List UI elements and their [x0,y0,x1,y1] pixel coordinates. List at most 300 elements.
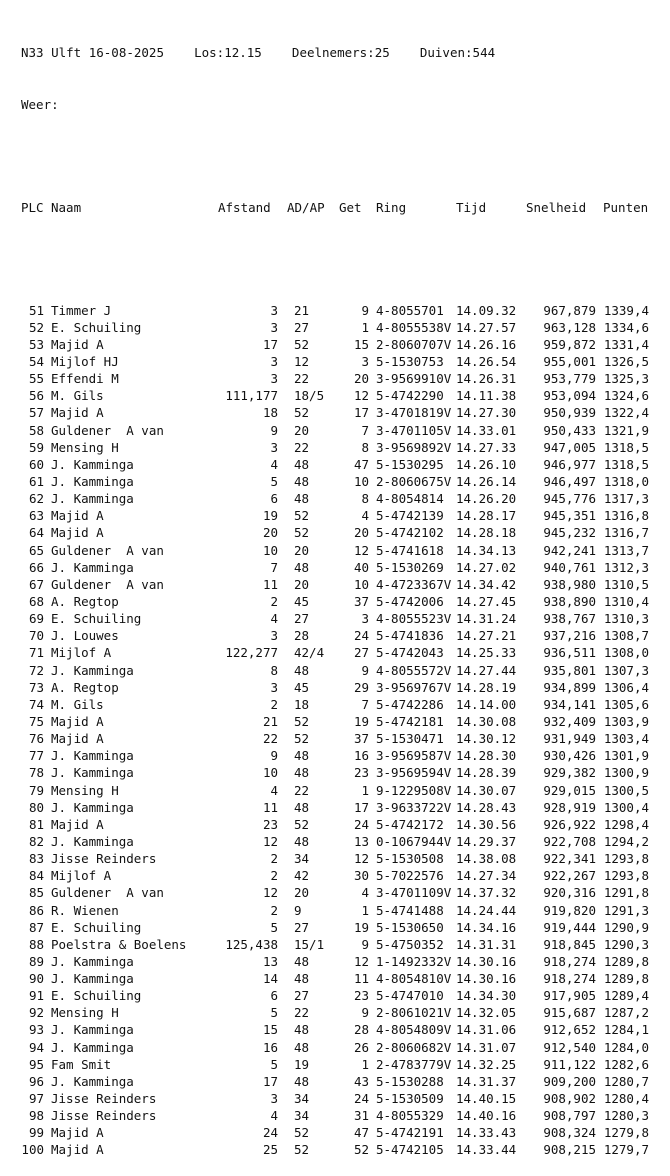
cell-snelheid: 945,776 [543,491,596,507]
cell-naam: R. Wienen [51,902,119,918]
cell-snelheid: 922,267 [543,868,596,884]
cell-snelheid: 912,652 [543,1022,596,1038]
cell-punten: 1293,8 [603,851,649,867]
cell-plc: 91 [28,988,44,1004]
cell-ring: 3-9569910V [376,371,452,387]
cell-naam: Majid A [51,1142,104,1158]
cell-afstand: 3 [270,354,278,369]
cell-naam: J. Kamminga [51,953,134,969]
cell-get: 37 [353,731,369,747]
cell-snelheid: 946,497 [543,473,596,489]
cell-adap: 52 [294,1125,310,1141]
cell-ring: 5-4742043 [376,645,444,661]
cell-adap: 12 [294,354,310,369]
cell-plc: 71 [28,645,44,661]
cell-plc: 98 [28,1108,44,1124]
table-row [21,302,656,319]
cell-afstand: 5 [270,473,278,489]
cell-plc: 95 [28,1056,44,1072]
cell-get: 12 [353,851,369,867]
cell-snelheid: 919,444 [543,919,596,935]
cell-ring: 5-4742172 [376,816,444,832]
cell-afstand: 24 [262,1125,278,1141]
cell-get: 40 [353,559,369,575]
cell-snelheid: 945,351 [543,508,596,524]
cell-afstand: 2 [270,593,278,609]
cell-snelheid: 947,005 [543,439,596,455]
table-row [21,1124,656,1141]
cell-afstand: 8 [270,662,278,678]
cell-get: 24 [353,816,369,832]
cell-afstand: 14 [262,971,278,987]
cell-punten: 1305,6 [603,696,649,712]
table-row [21,319,656,336]
cell-tijd: 14.25.33 [456,645,517,661]
cell-plc: 82 [28,833,44,849]
cell-punten: 1280,4 [603,1091,649,1107]
cell-ring: 3-4701105V [376,422,452,438]
cell-naam: Majid A [51,405,104,421]
cell-afstand: 6 [270,988,278,1004]
col-get: Get [339,199,362,215]
cell-tijd: 14.30.08 [456,713,517,729]
cell-tijd: 14.28.39 [456,765,517,781]
cell-get: 11 [353,971,369,987]
table-row [21,1039,656,1056]
cell-afstand: 2 [270,868,278,884]
cell-get: 13 [353,833,369,849]
cell-ring: 3-9569892V [376,439,452,455]
cell-ring: 4-8054810V [376,971,452,987]
cell-naam: J. Kamminga [51,1039,134,1055]
cell-adap: 22 [294,439,310,455]
cell-adap: 27 [294,988,310,1004]
cell-plc: 86 [28,902,44,918]
cell-naam: E. Schuiling [51,319,142,335]
cell-get: 31 [353,1108,369,1124]
cell-plc: 90 [28,971,44,987]
cell-punten: 1308,7 [603,628,649,644]
cell-ring: 5-4741618 [376,542,444,558]
cell-snelheid: 963,128 [543,319,596,335]
cell-afstand: 2 [270,902,278,918]
cell-afstand: 122,277 [225,645,278,661]
cell-get: 28 [353,1022,369,1038]
cell-get: 10 [353,473,369,489]
cell-afstand: 3 [270,371,278,387]
cell-tijd: 14.26.14 [456,473,517,489]
table-row [21,387,656,404]
cell-get: 9 [361,936,369,952]
cell-adap: 20 [294,422,310,438]
cell-get: 9 [361,302,369,318]
cell-afstand: 20 [262,525,278,541]
cell-snelheid: 915,687 [543,1005,596,1021]
cell-afstand: 9 [270,422,278,438]
cell-naam: Majid A [51,713,104,729]
cell-snelheid: 959,872 [543,336,596,352]
cell-tijd: 14.26.54 [456,354,517,369]
cell-punten: 1280,3 [603,1108,649,1124]
cell-snelheid: 930,426 [543,748,596,764]
cell-punten: 1290,3 [603,936,649,952]
cell-naam: Majid A [51,1125,104,1141]
cell-naam: Jisse Reinders [51,1091,157,1107]
cell-punten: 1308,0 [603,645,649,661]
cell-ring: 5-4742139 [376,508,444,524]
cell-ring: 2-8060707V [376,336,452,352]
cell-naam: J. Kamminga [51,748,134,764]
cell-adap: 48 [294,833,310,849]
cell-plc: 68 [28,593,44,609]
table-row [21,953,656,970]
cell-ring: 2-8061021V [376,1005,452,1021]
cell-adap: 22 [294,1005,310,1021]
cell-get: 29 [353,679,369,695]
cell-punten: 1307,3 [603,662,649,678]
cell-afstand: 10 [262,765,278,781]
cell-snelheid: 953,779 [543,371,596,387]
cell-naam: Majid A [51,731,104,747]
cell-punten: 1298,4 [603,816,649,832]
cell-naam: Majid A [51,525,104,541]
cell-tijd: 14.27.21 [456,628,517,644]
table-row [21,593,656,610]
cell-naam: M. Gils [51,696,104,712]
cell-afstand: 6 [270,491,278,507]
cell-afstand: 17 [262,1073,278,1089]
cell-snelheid: 929,015 [543,782,596,798]
cell-naam: J. Kamminga [51,456,134,472]
cell-snelheid: 929,382 [543,765,596,781]
cell-get: 8 [361,491,369,507]
table-row [21,439,656,456]
cell-tijd: 14.27.44 [456,662,517,678]
table-row [21,1021,656,1038]
cell-plc: 84 [28,868,44,884]
cell-afstand: 3 [270,1091,278,1107]
column-header-row [21,199,656,216]
cell-ring: 5-1530508 [376,851,444,867]
cell-naam: Guldener A van [51,422,164,438]
cell-snelheid: 928,919 [543,799,596,815]
cell-naam: J. Kamminga [51,662,134,678]
cell-ring: 5-1530650 [376,919,444,935]
cell-plc: 64 [28,525,44,541]
table-row [21,679,656,696]
cell-afstand: 3 [270,302,278,318]
cell-punten: 1312,3 [603,559,649,575]
cell-naam: J. Kamminga [51,559,134,575]
cell-punten: 1279,8 [603,1125,649,1141]
cell-afstand: 10 [262,542,278,558]
cell-tijd: 14.33.01 [456,422,517,438]
cell-ring: 3-9633722V [376,799,452,815]
cell-adap: 48 [294,473,310,489]
cell-tijd: 14.34.16 [456,919,517,935]
table-row [21,782,656,799]
cell-snelheid: 922,708 [543,833,596,849]
cell-naam: E. Schuiling [51,611,142,627]
table-row [21,1004,656,1021]
cell-plc: 59 [28,439,44,455]
cell-get: 8 [361,439,369,455]
cell-get: 12 [353,542,369,558]
cell-adap: 27 [294,611,310,627]
cell-afstand: 4 [270,611,278,627]
cell-tijd: 14.26.16 [456,336,517,352]
cell-tijd: 14.26.31 [456,371,517,387]
cell-get: 1 [361,319,369,335]
cell-ring: 5-4742181 [376,713,444,729]
cell-punten: 1310,4 [603,593,649,609]
cell-snelheid: 918,274 [543,953,596,969]
cell-get: 17 [353,405,369,421]
cell-ring: 5-4742102 [376,525,444,541]
cell-punten: 1291,8 [603,885,649,901]
cell-naam: E. Schuiling [51,988,142,1004]
cell-adap: 48 [294,799,310,815]
cell-tijd: 14.26.10 [456,456,517,472]
cell-tijd: 14.33.43 [456,1125,517,1141]
cell-afstand: 2 [270,696,278,712]
cell-plc: 55 [28,371,44,387]
cell-naam: J. Louwes [51,628,119,644]
cell-naam: A. Regtop [51,593,119,609]
cell-ring: 1-1492332V [376,953,452,969]
table-row [21,473,656,490]
cell-snelheid: 934,899 [543,679,596,695]
cell-punten: 1316,8 [603,508,649,524]
cell-afstand: 15 [262,1022,278,1038]
cell-tijd: 14.34.42 [456,576,517,592]
cell-ring: 5-1530509 [376,1091,444,1107]
cell-tijd: 14.34.30 [456,988,517,1004]
cell-naam: Mijlof A [51,868,112,884]
cell-get: 37 [353,593,369,609]
cell-naam: Fam Smit [51,1056,112,1072]
col-naam: Naam [51,199,82,215]
cell-punten: 1310,3 [603,611,649,627]
cell-get: 20 [353,525,369,541]
cell-tijd: 14.33.44 [456,1142,517,1158]
cell-adap: 48 [294,1073,310,1089]
cell-punten: 1339,4 [603,302,649,318]
cell-punten: 1294,2 [603,833,649,849]
cell-adap: 20 [294,885,310,901]
cell-adap: 22 [294,371,310,387]
cell-punten: 1326,5 [603,354,649,369]
cell-adap: 19 [294,1056,310,1072]
cell-snelheid: 920,316 [543,885,596,901]
cell-get: 19 [353,919,369,935]
cell-afstand: 3 [270,679,278,695]
cell-plc: 62 [28,491,44,507]
cell-plc: 52 [28,319,44,335]
cell-punten: 1282,6 [603,1056,649,1072]
table-row [21,1141,656,1158]
cell-get: 47 [353,1125,369,1141]
cell-afstand: 21 [262,713,278,729]
cell-snelheid: 953,094 [543,388,596,404]
cell-naam: J. Kamminga [51,1073,134,1089]
cell-snelheid: 908,902 [543,1091,596,1107]
cell-adap: 20 [294,542,310,558]
cell-snelheid: 950,939 [543,405,596,421]
cell-ring: 5-4742191 [376,1125,444,1141]
table-row [21,610,656,627]
cell-plc: 93 [28,1022,44,1038]
cell-ring: 5-1530288 [376,1073,444,1089]
table-row [21,370,656,387]
cell-plc: 57 [28,405,44,421]
cell-afstand: 12 [262,833,278,849]
cell-get: 10 [353,576,369,592]
cell-tijd: 14.30.07 [456,782,517,798]
cell-get: 20 [353,371,369,387]
results-document [21,10,656,1176]
cell-plc: 60 [28,456,44,472]
cell-adap: 48 [294,1022,310,1038]
cell-punten: 1300,4 [603,799,649,815]
cell-punten: 1313,7 [603,542,649,558]
cell-snelheid: 908,215 [543,1142,596,1158]
cell-punten: 1300,5 [603,782,649,798]
table-row [21,456,656,473]
cell-adap: 48 [294,559,310,575]
cell-adap: 34 [294,1108,310,1124]
cell-afstand: 5 [270,1005,278,1021]
cell-snelheid: 917,905 [543,988,596,1004]
cell-naam: J. Kamminga [51,799,134,815]
cell-plc: 75 [28,713,44,729]
cell-snelheid: 967,879 [543,302,596,318]
cell-ring: 2-8060675V [376,473,452,489]
cell-plc: 100 [21,1142,44,1158]
cell-plc: 73 [28,679,44,695]
cell-adap: 9 [294,902,302,918]
cell-ring: 2-4783779V [376,1056,452,1072]
cell-get: 1 [361,902,369,918]
cell-ring: 5-1530753 [376,354,444,369]
cell-snelheid: 908,324 [543,1125,596,1141]
cell-afstand: 22 [262,731,278,747]
cell-naam: J. Kamminga [51,833,134,849]
cell-plc: 72 [28,662,44,678]
cell-punten: 1293,8 [603,868,649,884]
cell-get: 47 [353,456,369,472]
cell-plc: 53 [28,336,44,352]
cell-afstand: 4 [270,1108,278,1124]
cell-adap: 21 [294,302,310,318]
cell-afstand: 17 [262,336,278,352]
cell-plc: 54 [28,354,44,369]
cell-get: 1 [361,1056,369,1072]
table-row [21,404,656,421]
cell-tijd: 14.26.20 [456,491,517,507]
table-row [21,1073,656,1090]
cell-adap: 48 [294,1039,310,1055]
cell-get: 7 [361,696,369,712]
cell-snelheid: 926,922 [543,816,596,832]
cell-ring: 5-7022576 [376,868,444,884]
cell-get: 12 [353,388,369,404]
cell-ring: 5-4742290 [376,388,444,404]
cell-tijd: 14.28.17 [456,508,517,524]
table-row [21,747,656,764]
cell-plc: 76 [28,731,44,747]
cell-punten: 1303,4 [603,731,649,747]
cell-tijd: 14.24.44 [456,902,517,918]
cell-tijd: 14.28.30 [456,748,517,764]
cell-plc: 99 [28,1125,44,1141]
cell-punten: 1324,6 [603,388,649,404]
cell-afstand: 12 [262,885,278,901]
cell-naam: Jisse Reinders [51,1108,157,1124]
cell-get: 15 [353,336,369,352]
blank-line [21,147,656,164]
cell-tijd: 14.31.37 [456,1073,517,1089]
cell-snelheid: 938,890 [543,593,596,609]
table-row [21,902,656,919]
cell-snelheid: 937,216 [543,628,596,644]
cell-adap: 22 [294,782,310,798]
cell-ring: 5-4741836 [376,628,444,644]
cell-snelheid: 909,200 [543,1073,596,1089]
cell-tijd: 14.14.00 [456,696,517,712]
cell-punten: 1289,8 [603,971,649,987]
cell-naam: Guldener A van [51,542,164,558]
cell-get: 9 [361,1005,369,1021]
cell-tijd: 14.31.07 [456,1039,517,1055]
cell-naam: M. Gils [51,388,104,404]
cell-snelheid: 912,540 [543,1039,596,1055]
cell-punten: 1325,3 [603,371,649,387]
cell-snelheid: 918,845 [543,936,596,952]
table-row [21,336,656,353]
cell-tijd: 14.30.56 [456,816,517,832]
cell-tijd: 14.40.15 [456,1091,517,1107]
table-row [21,662,656,679]
cell-tijd: 14.28.43 [456,799,517,815]
cell-plc: 51 [28,302,44,318]
cell-get: 26 [353,1039,369,1055]
cell-ring: 5-4750352 [376,936,444,952]
cell-get: 23 [353,988,369,1004]
cell-afstand: 18 [262,405,278,421]
cell-plc: 56 [28,388,44,404]
cell-plc: 69 [28,611,44,627]
cell-punten: 1321,9 [603,422,649,438]
cell-plc: 66 [28,559,44,575]
cell-naam: J. Kamminga [51,473,134,489]
cell-adap: 27 [294,319,310,335]
cell-punten: 1289,4 [603,988,649,1004]
col-adap: AD/AP [287,199,325,215]
cell-tijd: 14.28.18 [456,525,517,541]
cell-naam: Majid A [51,336,104,352]
cell-naam: J. Kamminga [51,491,134,507]
cell-adap: 15/1 [294,936,325,952]
cell-ring: 3-9569594V [376,765,452,781]
cell-punten: 1317,3 [603,491,649,507]
cell-naam: Poelstra & Boelens [51,936,187,952]
cell-get: 27 [353,645,369,661]
cell-punten: 1280,7 [603,1073,649,1089]
cell-snelheid: 950,433 [543,422,596,438]
cell-ring: 3-4701109V [376,885,452,901]
table-row [21,559,656,576]
